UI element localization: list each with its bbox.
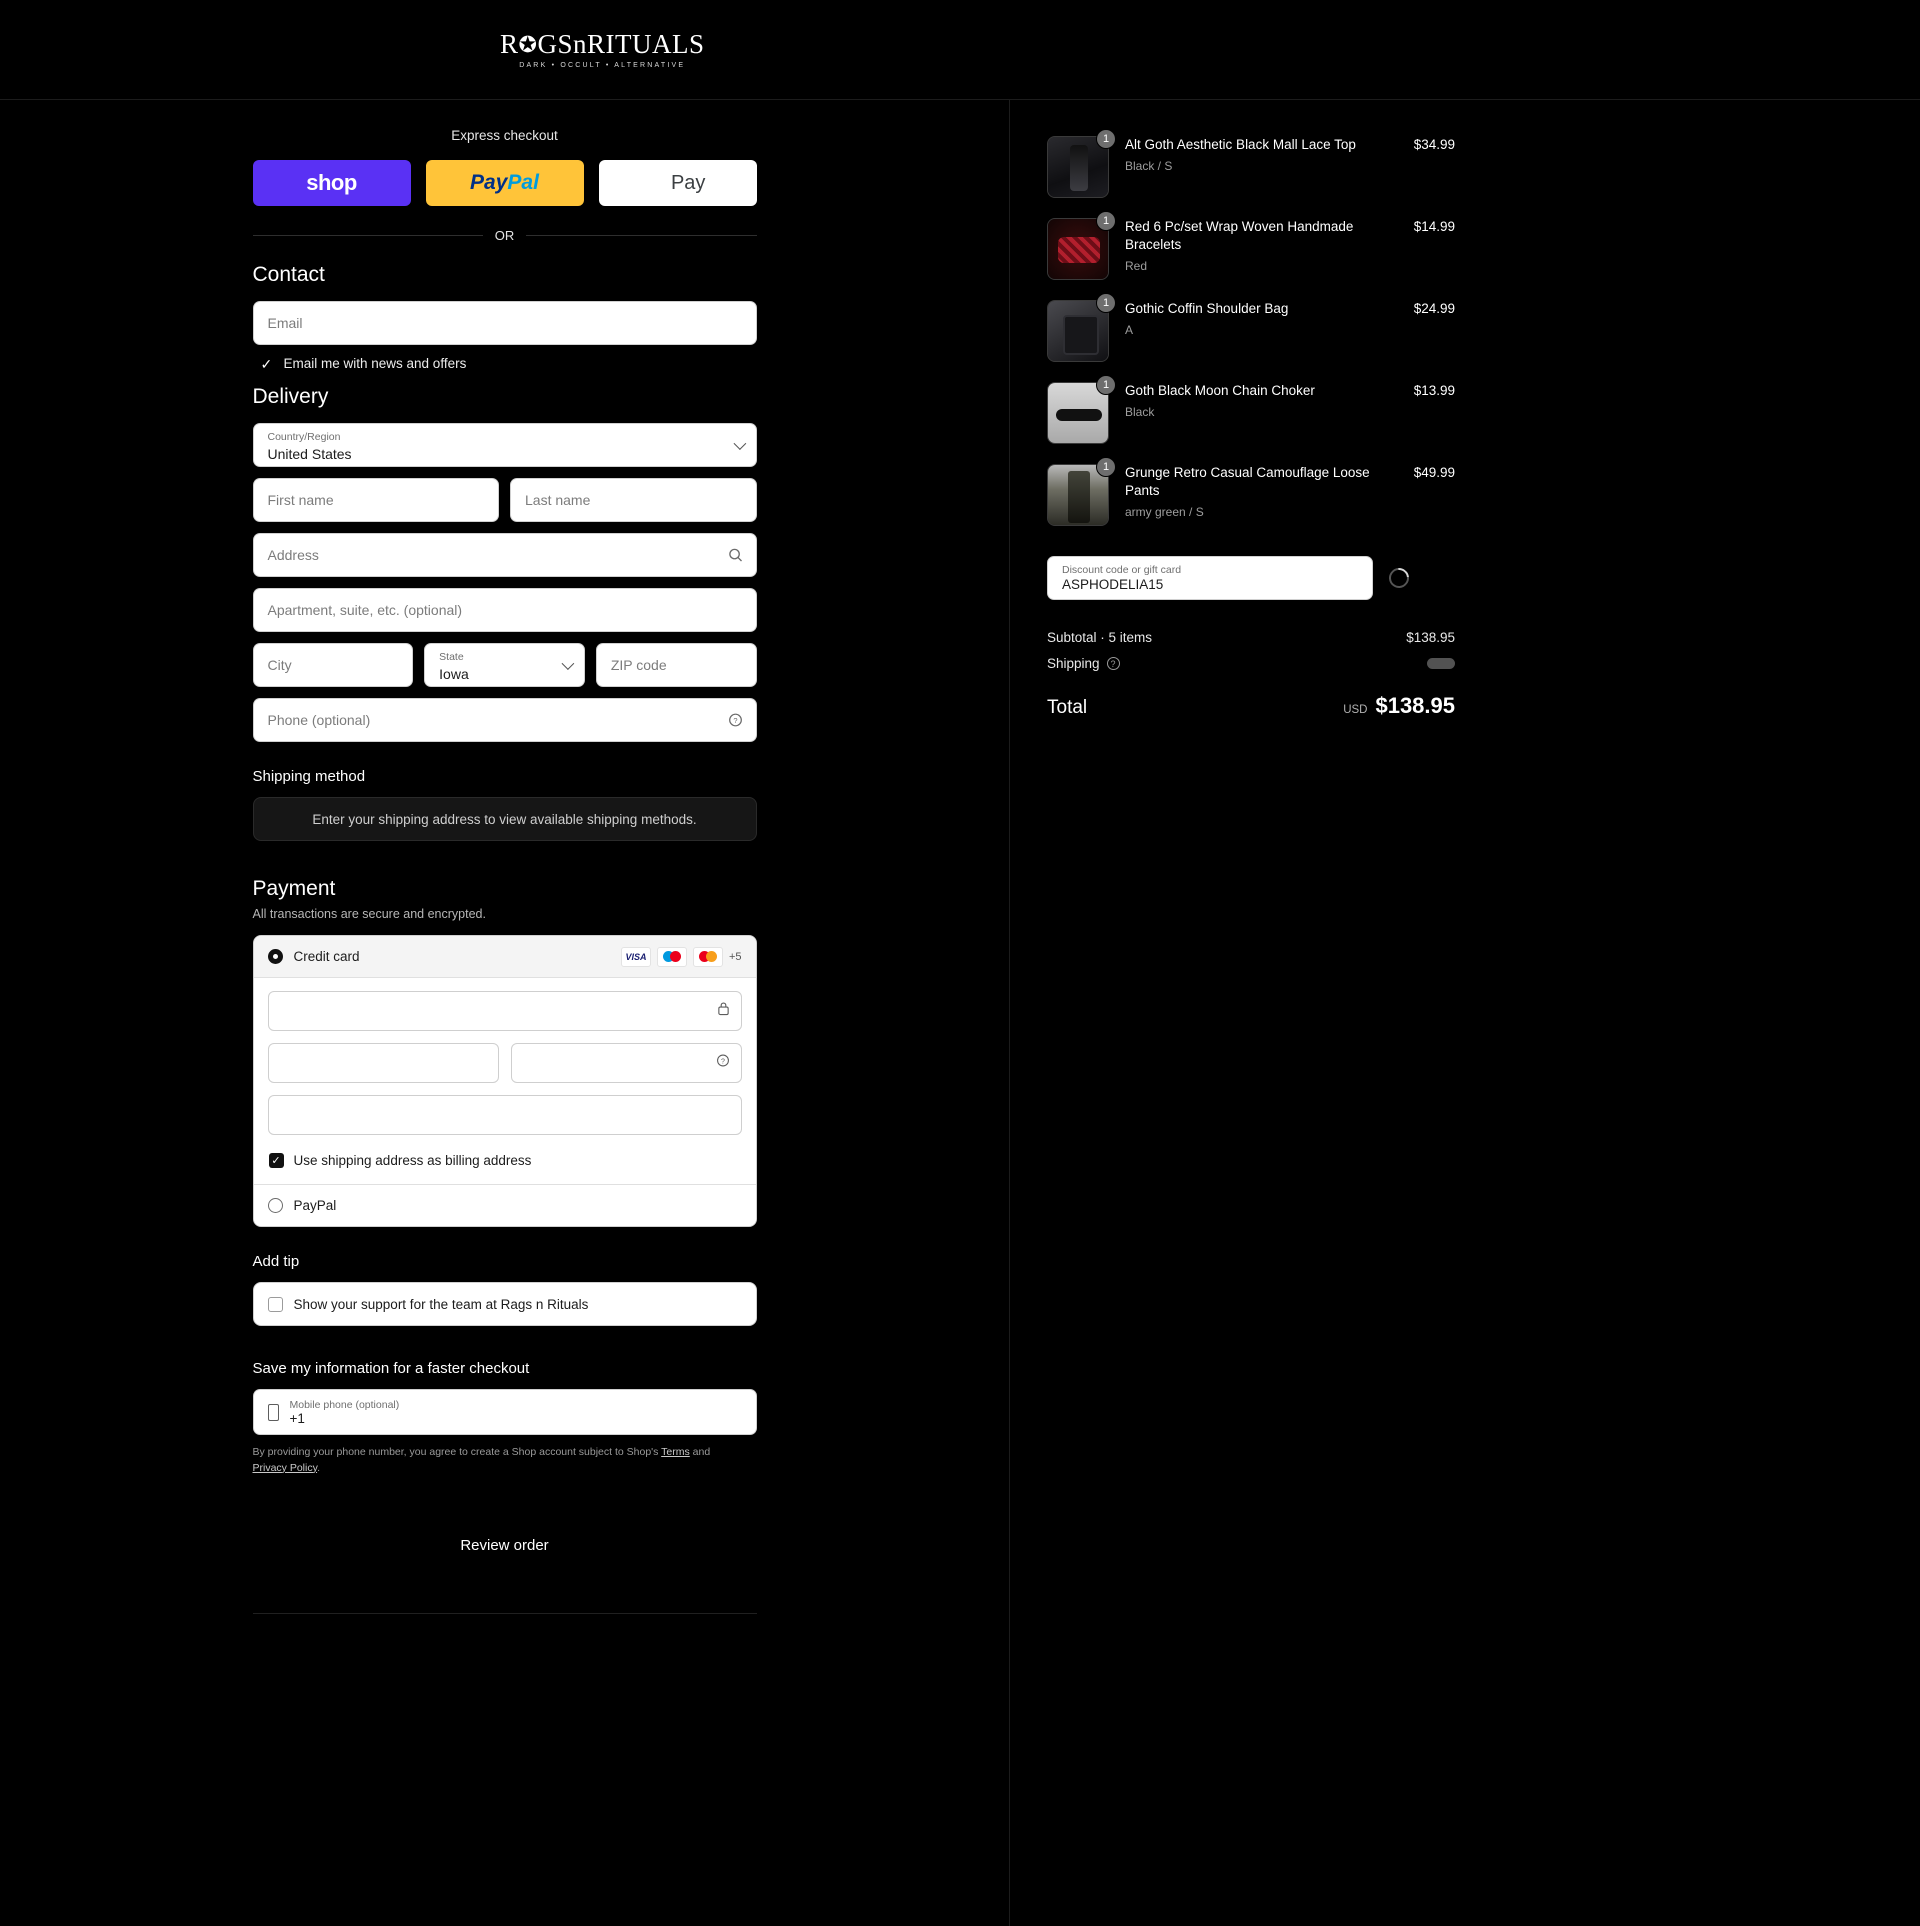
credit-card-form <box>254 978 756 1184</box>
checkout-layout <box>0 100 1920 1926</box>
total-currency: USD <box>1343 704 1368 716</box>
chevron-down-icon <box>562 661 571 670</box>
mobile-phone-value: +1 <box>289 1410 305 1426</box>
help-icon[interactable]: ? <box>1107 657 1120 670</box>
payment-methods <box>253 935 757 1227</box>
first-name-placeholder: First name <box>267 492 334 508</box>
list-item <box>1047 133 1455 198</box>
help-icon[interactable] <box>716 1054 730 1073</box>
newsletter-label: Email me with news and offers <box>283 356 467 371</box>
order-summary-column <box>1010 100 1919 1926</box>
newsletter-checkbox-row[interactable] <box>261 356 757 371</box>
state-label: State <box>439 651 464 664</box>
shipping-label: Shipping <box>1047 656 1100 671</box>
payment-subtitle: All transactions are secure and encrypted. <box>252 907 486 921</box>
star-icon: ✪ <box>518 31 538 57</box>
google-pay-button[interactable] <box>599 160 757 206</box>
total-label: Total <box>1047 697 1088 718</box>
billing-address-checkbox-row[interactable] <box>268 1147 742 1184</box>
name-row <box>253 478 757 533</box>
tip-label: Show your support for the team at Rags n Rituals <box>293 1296 589 1312</box>
credit-card-label: Credit card <box>293 949 360 964</box>
express-checkout-label: Express checkout <box>451 128 558 143</box>
expiration-date-field[interactable] <box>268 1043 499 1083</box>
city-field[interactable] <box>253 643 414 687</box>
product-price: $14.99 <box>1413 219 1455 234</box>
paypal-button[interactable] <box>426 160 584 206</box>
product-title: Red 6 Pc/set Wrap Woven Handmade Bracelets <box>1125 219 1354 253</box>
total-row <box>1047 693 1455 719</box>
apartment-placeholder: Apartment, suite, etc. (optional) <box>267 602 463 618</box>
product-variant: Black <box>1125 405 1155 420</box>
product-variant: army green / S <box>1125 505 1204 520</box>
shipping-method-title: Shipping method <box>252 768 366 785</box>
terms-mid: and <box>689 1446 711 1458</box>
subtotal-row <box>1047 630 1455 645</box>
product-title: Grunge Retro Casual Camouflage Loose Pants <box>1125 465 1370 499</box>
order-summary <box>1047 133 1455 719</box>
city-placeholder: City <box>267 657 292 673</box>
mobile-phone-field[interactable] <box>253 1389 757 1435</box>
tip-title: Add tip <box>252 1253 300 1270</box>
footer-divider <box>253 1613 757 1614</box>
phone-placeholder: Phone (optional) <box>267 712 371 728</box>
product-title: Goth Black Moon Chain Choker <box>1125 383 1315 398</box>
email-field[interactable] <box>253 301 757 345</box>
product-thumbnail <box>1047 379 1110 444</box>
quantity-badge: 1 <box>1096 293 1116 313</box>
paypal-label-2: Pal <box>507 171 539 194</box>
quantity-badge: 1 <box>1096 457 1116 477</box>
shipping-method-message: Enter your shipping address to view available shipping methods. <box>312 811 697 827</box>
billing-label: Use shipping address as billing address <box>293 1153 532 1168</box>
product-variant: Black / S <box>1125 159 1173 174</box>
name-on-card-field[interactable] <box>268 1095 742 1135</box>
security-code-field[interactable] <box>511 1043 742 1083</box>
logo-tagline: DARK • OCCULT • ALTERNATIVE <box>519 61 686 69</box>
quantity-badge: 1 <box>1096 129 1116 149</box>
divider-line-right <box>526 235 756 236</box>
terms-pre: By providing your phone number, you agree to create a Shop account subject to Shop's <box>252 1446 662 1458</box>
address-placeholder: Address <box>267 547 319 563</box>
card-number-field[interactable] <box>268 991 742 1031</box>
paypal-label-1: Pay <box>470 171 508 194</box>
product-price: $13.99 <box>1413 383 1455 398</box>
country-value: United States <box>267 445 352 462</box>
or-divider <box>253 228 757 243</box>
checkout-form-column <box>0 100 1010 1926</box>
last-name-placeholder: Last name <box>525 492 591 508</box>
contact-section-title: Contact <box>252 263 325 286</box>
svg-text:?: ? <box>732 716 738 726</box>
product-variant: A <box>1125 323 1134 338</box>
list-item <box>1047 461 1455 526</box>
address-field[interactable] <box>253 533 757 577</box>
state-select[interactable] <box>424 643 585 687</box>
divider-line-left <box>253 235 483 236</box>
subtotal-value: $138.95 <box>1406 630 1455 645</box>
zip-field[interactable] <box>596 643 757 687</box>
shop-pay-label: shop <box>306 170 357 195</box>
list-item <box>1047 379 1455 444</box>
card-brand-icons <box>621 947 742 967</box>
product-price: $34.99 <box>1413 137 1455 152</box>
quantity-badge: 1 <box>1096 375 1116 395</box>
terms-link[interactable]: Terms <box>661 1446 690 1458</box>
maestro-icon <box>657 947 687 967</box>
country-select[interactable] <box>253 423 757 467</box>
apartment-field[interactable] <box>253 588 757 632</box>
google-g-icon: G <box>649 171 666 194</box>
express-checkout-buttons <box>253 160 757 206</box>
product-price: $24.99 <box>1413 301 1455 316</box>
paypal-radio[interactable] <box>268 1198 283 1213</box>
review-order-button[interactable]: Review order <box>460 1536 549 1554</box>
shipping-row <box>1047 656 1455 671</box>
product-thumbnail <box>1047 461 1110 526</box>
svg-text:?: ? <box>720 1058 725 1066</box>
expiry-cvv-row <box>268 1043 742 1095</box>
brand-logo[interactable] <box>500 28 705 69</box>
discount-row <box>1047 556 1455 600</box>
quantity-badge: 1 <box>1096 211 1116 231</box>
phone-field[interactable] <box>253 698 757 742</box>
city-state-zip-row <box>253 643 757 698</box>
tip-checkbox[interactable] <box>268 1297 283 1312</box>
privacy-policy-link[interactable]: Privacy Policy <box>252 1461 318 1474</box>
mobile-phone-icon <box>268 1404 279 1421</box>
paypal-option-label: PayPal <box>293 1198 337 1213</box>
shop-terms-text <box>253 1445 723 1477</box>
shop-pay-button[interactable] <box>253 160 411 206</box>
site-header <box>0 0 1920 100</box>
logo-text-pre: R <box>500 28 519 59</box>
totals <box>1047 630 1455 719</box>
first-name-field[interactable] <box>253 478 500 522</box>
payment-section-title: Payment <box>252 877 336 900</box>
lock-icon <box>717 1001 730 1021</box>
google-pay-label: Pay <box>670 171 706 194</box>
mastercard-icon <box>693 947 723 967</box>
credit-card-option[interactable] <box>254 936 756 978</box>
shipping-method-empty <box>253 797 757 841</box>
discount-value: ASPHODELIA15 <box>1062 577 1164 592</box>
or-label: OR <box>494 228 515 243</box>
product-thumbnail <box>1047 297 1110 362</box>
help-icon[interactable] <box>728 713 743 728</box>
product-variant: Red <box>1125 259 1148 274</box>
email-placeholder: Email <box>267 315 303 331</box>
credit-card-radio[interactable] <box>268 949 283 964</box>
save-info-title: Save my information for a faster checkout <box>252 1360 530 1377</box>
chevron-down-icon <box>734 441 743 450</box>
shipping-value-placeholder <box>1427 658 1455 669</box>
loading-spinner-icon <box>1385 564 1413 592</box>
discount-code-input[interactable] <box>1047 556 1373 600</box>
more-brands-label[interactable]: +5 <box>728 950 742 963</box>
product-price: $49.99 <box>1413 465 1455 480</box>
terms-post: . <box>317 1461 320 1474</box>
zip-placeholder: ZIP code <box>610 657 667 673</box>
list-item <box>1047 297 1455 362</box>
last-name-field[interactable] <box>510 478 757 522</box>
total-value: $138.95 <box>1375 693 1455 718</box>
country-label: Country/Region <box>267 431 341 444</box>
paypal-option[interactable] <box>254 1184 756 1226</box>
product-title: Alt Goth Aesthetic Black Mall Lace Top <box>1125 137 1356 152</box>
product-thumbnail <box>1047 215 1110 280</box>
product-thumbnail <box>1047 133 1110 198</box>
product-title: Gothic Coffin Shoulder Bag <box>1125 301 1289 316</box>
list-item <box>1047 215 1455 280</box>
subtotal-label: Subtotal · 5 items <box>1047 630 1153 645</box>
check-icon: ✓ <box>260 355 273 372</box>
search-icon <box>728 548 743 563</box>
mobile-phone-label: Mobile phone (optional) <box>289 1398 400 1411</box>
state-value: Iowa <box>439 665 469 682</box>
review-order-row <box>253 1537 757 1555</box>
billing-checkbox[interactable]: ✓ <box>269 1153 284 1168</box>
delivery-section-title: Delivery <box>252 385 329 408</box>
tip-option-row[interactable] <box>253 1282 757 1326</box>
logo-text-post: GSnRITUALS <box>537 28 705 59</box>
visa-icon: VISA <box>621 947 651 967</box>
discount-label: Discount code or gift card <box>1062 564 1182 576</box>
